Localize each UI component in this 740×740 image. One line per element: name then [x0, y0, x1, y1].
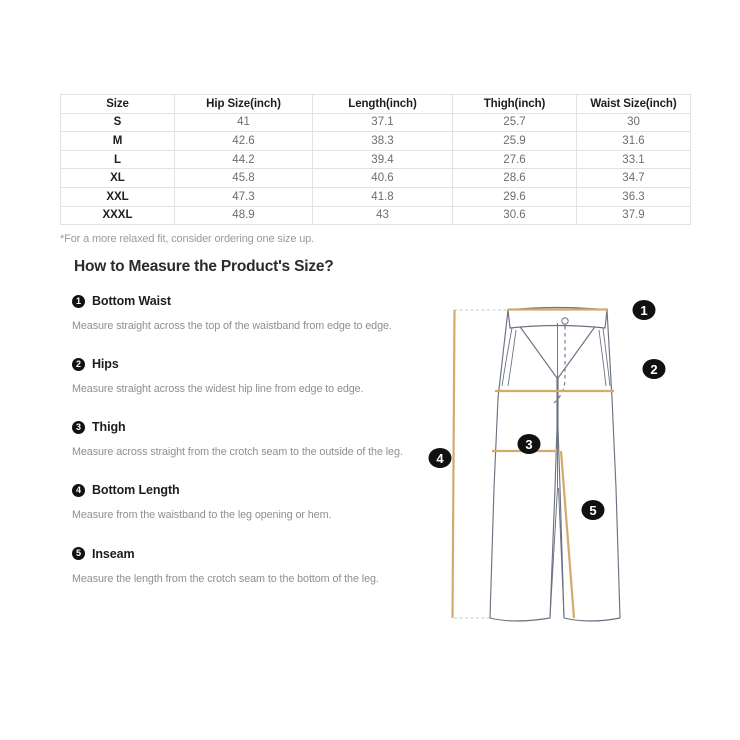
measure-description: Measure across straight from the crotch seam to the outside of the leg.: [72, 446, 403, 459]
cell-waist: 36.3: [577, 187, 691, 206]
button-icon: [562, 318, 568, 324]
column-header-hip: Hip Size(inch): [175, 95, 313, 114]
cell-length: 40.6: [313, 169, 453, 188]
column-header-length: Length(inch): [313, 95, 453, 114]
diagram-badge-4: [429, 448, 452, 468]
cell-hip: 45.8: [175, 169, 313, 188]
measure-title-row: [72, 357, 417, 371]
list-item: [72, 357, 417, 398]
size-chart-table: [60, 94, 691, 225]
measure-title-row: [72, 483, 417, 497]
cell-size: XXL: [61, 187, 175, 206]
measure-title: Bottom Length: [92, 483, 180, 498]
diagram-badge-3-label: 3: [525, 437, 533, 452]
cell-length: 39.4: [313, 150, 453, 169]
cell-thigh: 30.6: [453, 206, 577, 225]
cell-thigh: 27.6: [453, 150, 577, 169]
table-row: [61, 169, 691, 188]
cell-size: L: [61, 150, 175, 169]
cell-length: 41.8: [313, 187, 453, 206]
table-row: [61, 132, 691, 151]
cell-length: 38.3: [313, 132, 453, 151]
measure-description: Measure the length from the crotch seam to the bottom of the leg.: [72, 572, 379, 585]
diagram-badge-2-label: 2: [650, 362, 658, 377]
measure-title: Bottom Waist: [92, 294, 171, 308]
measure-title: Inseam: [92, 546, 135, 561]
cell-thigh: 28.6: [453, 169, 577, 188]
cell-hip: 42.6: [175, 132, 313, 151]
cell-length: 43: [313, 206, 453, 225]
cell-waist: 31.6: [577, 132, 691, 151]
measure-description: Measure straight across the widest hip line from edge to edge.: [72, 383, 364, 396]
cell-size: XL: [61, 169, 175, 188]
number-badge-icon: 3: [72, 421, 85, 434]
diagram-badge-1-label: 1: [640, 303, 648, 318]
diagram-badge-5: [582, 500, 605, 520]
table-row: [61, 206, 691, 225]
measure-line-bottom-length: [453, 310, 455, 618]
cell-thigh: 25.7: [453, 113, 577, 132]
cell-thigh: 29.6: [453, 187, 577, 206]
number-badge-icon: 2: [72, 358, 85, 371]
table-row: [61, 150, 691, 169]
cell-thigh: 25.9: [453, 132, 577, 151]
cell-waist: 34.7: [577, 169, 691, 188]
pants-measurement-diagram: [424, 288, 689, 638]
list-item: [72, 547, 417, 588]
diagram-badge-2: [643, 359, 666, 379]
measure-description: Measure straight across the top of the waistband from edge to edge.: [72, 320, 392, 332]
cell-size: XXXL: [61, 206, 175, 225]
diagram-badge-1: [633, 300, 656, 320]
list-item: [72, 483, 417, 524]
column-header-waist: Waist Size(inch): [577, 95, 691, 114]
cell-size: S: [61, 113, 175, 132]
measurement-instructions-list: [72, 294, 417, 610]
measure-title: Hips: [92, 357, 119, 372]
measure-title: Thigh: [92, 420, 126, 435]
measure-title-row: [72, 547, 417, 561]
column-header-size: Size: [61, 95, 175, 114]
diagram-badge-4-label: 4: [436, 451, 444, 466]
cell-length: 37.1: [313, 113, 453, 132]
list-item: [72, 420, 417, 461]
cell-size: M: [61, 132, 175, 151]
cell-waist: 37.9: [577, 206, 691, 225]
diagram-badge-5-label: 5: [589, 503, 597, 518]
cell-hip: 44.2: [175, 150, 313, 169]
pants-outline: [490, 310, 620, 621]
size-chart-footnote: *For a more relaxed fit, consider ordering one size up.: [60, 233, 315, 245]
table-row: [61, 187, 691, 206]
table-header-row: [61, 95, 691, 114]
diagram-badge-3: [518, 434, 541, 454]
cell-hip: 41: [175, 113, 313, 132]
number-badge-icon: 5: [72, 547, 85, 560]
measure-title-row: [72, 420, 417, 434]
page-title: How to Measure the Product's Size?: [74, 258, 334, 275]
cell-hip: 48.9: [175, 206, 313, 225]
list-item: [72, 294, 417, 335]
measure-description: Measure from the waistband to the leg opening or hem.: [72, 509, 332, 522]
table-row: [61, 113, 691, 132]
measure-title-row: [72, 294, 417, 308]
size-chart-table-container: [60, 94, 690, 225]
number-badge-icon: 1: [72, 295, 85, 308]
cell-waist: 33.1: [577, 150, 691, 169]
column-header-thigh: Thigh(inch): [453, 95, 577, 114]
cell-waist: 30: [577, 113, 691, 132]
number-badge-icon: 4: [72, 484, 85, 497]
cell-hip: 47.3: [175, 187, 313, 206]
